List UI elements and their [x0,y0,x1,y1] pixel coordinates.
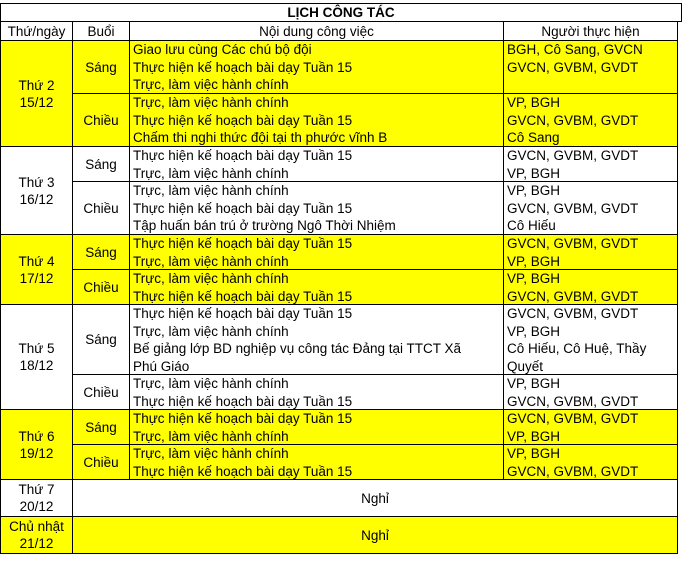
content-line: Thực hiện kế hoạch bài dạy Tuần 15 [133,288,353,304]
content-line: Thực hiện kế hoạch bài dạy Tuần 15 [133,393,353,409]
day-name: Thứ 2 [18,77,55,93]
person-line: GVCN, GVBM, GVDT [507,112,639,128]
content-cell [130,147,504,182]
content-line: Trực, làm việc hành chính [133,271,289,286]
content-line: Thực hiện kế hoạch bài dạy Tuần 15 [133,306,353,321]
day-date: 15/12 [19,94,54,110]
session-cell [73,235,130,270]
header-content: Nội dung công việc [130,22,504,41]
person-line: GVCN, GVBM, GVDT [507,148,639,163]
person-line: VP, BGH [507,271,561,286]
content-line: Thực hiện kế hoạch bài dạy Tuần 15 [133,59,353,75]
person-line [507,76,677,94]
person-line: VP, BGH [507,95,561,110]
person-line: Quyết [507,358,544,374]
content-line: Trực, làm việc hành chính [133,446,289,461]
person-line: VP, BGH [507,165,561,181]
content-line: Thực hiện kế hoạch bài dạy Tuần 15 [133,236,353,251]
session-cell [73,41,130,94]
person-cell [504,305,678,375]
off-label: Nghỉ [361,490,389,506]
person-line: GVCN, GVBM, GVDT [507,200,639,216]
header-person: Người thực hiện [504,22,678,41]
content-line: Trực, làm việc hành chính [133,165,289,181]
session-label: Sáng [85,332,117,347]
day-cell [0,41,73,147]
content-line: Thực hiện kế hoạch bài dạy Tuần 15 [133,411,353,426]
content-cell [130,305,504,375]
day-name: Thứ 5 [18,341,55,356]
content-line: Trực, làm việc hành chính [133,376,289,391]
content-line: Trực, làm việc hành chính [133,253,289,269]
content-cell [130,270,504,305]
content-line: Chấm thi nghi thức đội tại th phước vĩnh B [133,130,388,145]
content-cell [130,41,504,94]
content-line: Trực, làm việc hành chính [133,77,289,92]
content-cell [130,410,504,445]
session-cell [73,182,130,235]
person-line: GVCN, GVBM, GVDT [507,411,639,426]
content-cell [130,94,504,147]
content-line: Bế giảng lớp BD nghiệp vụ công tác Đảng tại TTCT Xã [133,341,462,356]
person-line: GVCN, GVBM, GVDT [507,306,639,321]
person-cell [504,270,678,305]
day-cell [0,305,73,410]
person-line: GVCN, GVBM, GVDT [507,463,639,479]
day-date: 16/12 [19,191,54,207]
session-label: Chiều [83,279,119,295]
session-label: Sáng [85,59,117,75]
day-cell [0,147,73,235]
session-cell [73,94,130,147]
session-label: Chiều [83,454,119,470]
day-name: Thứ 4 [18,253,55,269]
person-line: VP, BGH [507,446,561,461]
off-label: Nghỉ [361,527,389,543]
person-line: VP, BGH [507,323,561,339]
content-line: Trực, làm việc hành chính [133,323,289,339]
header-day: Thứ/ngày [0,22,73,41]
person-cell [504,182,678,235]
person-line: Cô Hiếu, Cô Huệ, Thầy [507,341,647,356]
content-cell [130,375,504,410]
person-line: GVCN, GVBM, GVDT [507,288,639,304]
session-cell [73,305,130,375]
session-cell [73,410,130,445]
person-cell [504,41,678,94]
person-line: VP, BGH [507,183,561,198]
day-cell [0,410,73,480]
day-name: Thứ 6 [18,428,55,444]
person-cell [504,445,678,480]
content-line: Thực hiện kế hoạch bài dạy Tuần 15 [133,148,353,163]
day-name: Chủ nhật [9,519,64,534]
person-line: GVCN, GVBM, GVDT [507,59,639,75]
session-label: Sáng [85,156,117,172]
day-date: 21/12 [19,536,54,551]
person-cell [504,147,678,182]
off-cell [73,517,678,554]
content-line: Thực hiện kế hoạch bài dạy Tuần 15 [133,200,353,216]
day-name: Thứ 3 [18,174,55,190]
off-cell [73,480,678,517]
session-label: Sáng [85,419,117,435]
schedule-title: LỊCH CÔNG TÁC [0,3,682,22]
person-cell [504,94,678,147]
session-cell [73,445,130,480]
day-name: Thứ 7 [18,482,55,497]
day-date: 17/12 [19,270,54,286]
content-line: Trực, làm việc hành chính [133,95,289,110]
person-line: BGH, Cô Sang, GVCN [507,42,643,57]
person-line: GVCN, GVBM, GVDT [507,393,639,409]
day-cell [0,517,73,554]
header-session: Buổi [73,22,130,41]
day-date: 20/12 [19,499,54,514]
session-label: Chiều [83,384,119,400]
person-line: Cô Hiếu [507,218,556,233]
session-cell [73,375,130,410]
person-cell [504,235,678,270]
person-line: VP, BGH [507,428,561,444]
content-cell [130,182,504,235]
day-date: 18/12 [19,358,54,373]
person-line: GVCN, GVBM, GVDT [507,236,639,251]
content-cell [130,445,504,480]
content-line: Tập huấn bán trú ở trường Ngô Thời Nhiệm [133,218,396,233]
content-line: Thực hiện kế hoạch bài dạy Tuần 15 [133,112,353,128]
day-cell [0,480,73,517]
session-label: Chiều [83,200,119,216]
session-cell [73,270,130,305]
person-line: VP, BGH [507,376,561,391]
session-cell [73,147,130,182]
content-line: Trực, làm việc hành chính [133,183,289,198]
day-date: 19/12 [19,445,54,461]
session-label: Sáng [85,244,117,260]
day-cell [0,235,73,305]
content-line: Trực, làm việc hành chính [133,428,289,444]
person-cell [504,375,678,410]
person-line: Cô Sang [507,130,560,145]
person-cell [504,410,678,445]
content-line: Giao lưu cùng Các chú bộ đội [133,42,312,57]
content-cell [130,235,504,270]
session-label: Chiều [83,112,119,128]
content-line: Phú Giáo [133,358,190,374]
person-line: VP, BGH [507,253,561,269]
content-line: Thực hiện kế hoạch bài dạy Tuần 15 [133,463,353,479]
